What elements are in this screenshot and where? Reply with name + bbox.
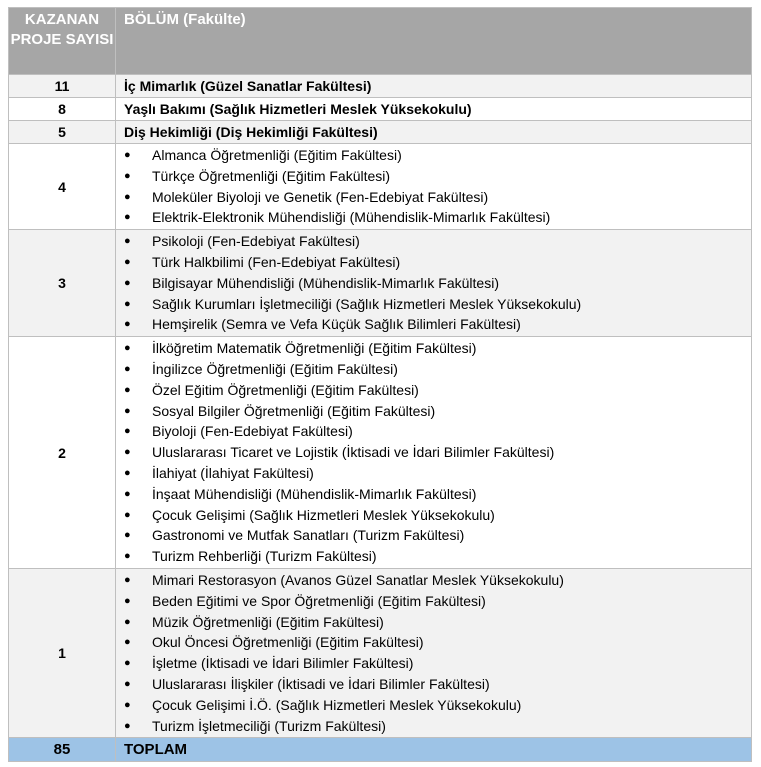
bullet-icon: ● <box>124 636 131 649</box>
count-cell: 11 <box>9 75 116 98</box>
bullet-icon: ● <box>124 425 131 438</box>
bullet-icon: ● <box>124 255 131 268</box>
list-item <box>116 653 751 674</box>
list-item-label: Türk Halkbilimi (Fen-Edebiyat Fakültesi) <box>152 253 401 270</box>
list-item <box>116 525 751 546</box>
list-item <box>116 187 751 208</box>
list-item-label: Gastronomi ve Mutfak Sanatları (Turizm Fakültesi) <box>152 527 465 544</box>
department-list <box>116 569 751 737</box>
count-cell: 4 <box>9 144 116 230</box>
list-item <box>116 401 751 422</box>
list-item <box>116 463 751 484</box>
table-row <box>9 230 752 337</box>
list-item <box>116 505 751 526</box>
header-count: KAZANAN PROJE SAYISI <box>9 8 116 75</box>
list-item-label: Moleküler Biyoloji ve Genetik (Fen-Edebiyat Fakültesi) <box>152 188 489 205</box>
list-item <box>116 546 751 567</box>
total-row <box>9 738 752 762</box>
department-list-cell <box>116 337 752 569</box>
bullet-icon: ● <box>124 573 131 586</box>
list-item <box>116 695 751 716</box>
list-item <box>116 674 751 695</box>
bullet-icon: ● <box>124 487 131 500</box>
list-item <box>116 421 751 442</box>
bullet-icon: ● <box>124 297 131 310</box>
bullet-icon: ● <box>124 149 131 161</box>
list-item-label: Turizm Rehberliği (Turizm Fakültesi) <box>152 548 377 565</box>
department-list <box>116 144 751 229</box>
list-item-label: Sosyal Bilgiler Öğretmenliği (Eğitim Fakültesi) <box>152 402 436 419</box>
list-item-label: İşletme (İktisadi ve İdari Bilimler Fakültesi) <box>152 655 414 672</box>
bullet-icon: ● <box>124 446 131 459</box>
list-item <box>116 632 751 653</box>
department-list <box>116 337 751 568</box>
total-count: 85 <box>9 738 116 762</box>
list-item-label: Okul Öncesi Öğretmenliği (Eğitim Fakültesi) <box>152 634 424 651</box>
list-item-label: Özel Eğitim Öğretmenliği (Eğitim Fakültesi) <box>152 381 419 398</box>
department-cell: Yaşlı Bakımı (Sağlık Hizmetleri Meslek Yüksekokulu) <box>116 98 752 121</box>
bullet-icon: ● <box>124 342 131 355</box>
bullet-icon: ● <box>124 508 131 521</box>
list-item-label: Almanca Öğretmenliği (Eğitim Fakültesi) <box>152 147 402 163</box>
list-item-label: İngilizce Öğretmenliği (Eğitim Fakültesi) <box>152 360 398 377</box>
bullet-icon: ● <box>124 657 131 670</box>
list-item <box>116 294 751 315</box>
count-cell: 8 <box>9 98 116 121</box>
department-cell: Diş Hekimliği (Diş Hekimliği Fakültesi) <box>116 121 752 144</box>
bullet-icon: ● <box>124 594 131 607</box>
list-item-label: Turizm İşletmeciliği (Turizm Fakültesi) <box>152 717 386 734</box>
list-item-label: İnşaat Mühendisliği (Mühendislik-Mimarlık Fakültesi) <box>152 485 477 502</box>
list-item-label: Çocuk Gelişimi İ.Ö. (Sağlık Hizmetleri Meslek Yüksekokulu) <box>152 696 522 713</box>
bullet-icon: ● <box>124 362 131 375</box>
bullet-icon: ● <box>124 615 131 628</box>
list-item-label: Biyoloji (Fen-Edebiyat Fakültesi) <box>152 423 353 440</box>
header-department: BÖLÜM (Fakülte) <box>116 8 752 75</box>
list-item-label: Çocuk Gelişimi (Sağlık Hizmetleri Meslek Yüksekokulu) <box>152 506 495 523</box>
list-item <box>116 591 751 612</box>
bullet-icon: ● <box>124 190 131 203</box>
list-item-label: Türkçe Öğretmenliği (Eğitim Fakültesi) <box>152 167 391 184</box>
list-item <box>116 314 751 335</box>
bullet-icon: ● <box>124 211 131 224</box>
list-item-label: Psikoloji (Fen-Edebiyat Fakültesi) <box>152 233 360 250</box>
list-item <box>116 338 751 359</box>
list-item-label: Mimari Restorasyon (Avanos Güzel Sanatlar Meslek Yüksekokulu) <box>152 571 564 588</box>
list-item <box>116 484 751 505</box>
bullet-icon: ● <box>124 677 131 690</box>
department-list-cell <box>116 144 752 230</box>
list-item <box>116 380 751 401</box>
list-item <box>116 166 751 187</box>
list-item <box>116 273 751 294</box>
list-item <box>116 252 751 273</box>
list-item <box>116 359 751 380</box>
header-row <box>9 8 752 75</box>
department-list-cell <box>116 230 752 337</box>
projects-table <box>8 7 752 762</box>
list-item-label: İlköğretim Matematik Öğretmenliği (Eğitim Fakültesi) <box>152 340 477 357</box>
list-item-label: Uluslararası Ticaret ve Lojistik (İktisadi ve İdari Bilimler Fakültesi) <box>152 444 555 461</box>
bullet-icon: ● <box>124 404 131 417</box>
bullet-icon: ● <box>124 276 131 289</box>
table-row <box>9 144 752 230</box>
list-item-label: Bilgisayar Mühendisliği (Mühendislik-Mimarlık Fakültesi) <box>152 274 499 291</box>
list-item-label: Elektrik-Elektronik Mühendisliği (Mühendislik-Mimarlık Fakültesi) <box>152 209 551 226</box>
count-cell: 3 <box>9 230 116 337</box>
list-item <box>116 442 751 463</box>
count-cell: 5 <box>9 121 116 144</box>
table-row <box>9 121 752 144</box>
bullet-icon: ● <box>124 550 131 563</box>
table-row <box>9 337 752 569</box>
count-cell: 1 <box>9 568 116 737</box>
bullet-icon: ● <box>124 719 131 732</box>
bullet-icon: ● <box>124 383 131 396</box>
department-list-cell <box>116 568 752 737</box>
list-item <box>116 145 751 166</box>
table-row <box>9 568 752 737</box>
list-item-label: Uluslararası İlişkiler (İktisadi ve İdari Bilimler Fakültesi) <box>152 675 490 692</box>
bullet-icon: ● <box>124 235 131 248</box>
bullet-icon: ● <box>124 698 131 711</box>
list-item <box>116 716 751 737</box>
list-item <box>116 231 751 252</box>
total-label: TOPLAM <box>116 738 752 762</box>
bullet-icon: ● <box>124 169 131 182</box>
department-list <box>116 230 751 336</box>
list-item <box>116 207 751 228</box>
bullet-icon: ● <box>124 318 131 331</box>
list-item-label: Beden Eğitimi ve Spor Öğretmenliği (Eğitim Fakültesi) <box>152 592 486 609</box>
list-item <box>116 612 751 633</box>
list-item-label: Sağlık Kurumları İşletmeciliği (Sağlık Hizmetleri Meslek Yüksekokulu) <box>152 295 582 312</box>
bullet-icon: ● <box>124 529 131 542</box>
count-cell: 2 <box>9 337 116 569</box>
table-row <box>9 75 752 98</box>
list-item <box>116 570 751 591</box>
bullet-icon: ● <box>124 466 131 479</box>
department-cell: İç Mimarlık (Güzel Sanatlar Fakültesi) <box>116 75 752 98</box>
table-row <box>9 98 752 121</box>
list-item-label: Hemşirelik (Semra ve Vefa Küçük Sağlık Bilimleri Fakültesi) <box>152 316 521 333</box>
list-item-label: Müzik Öğretmenliği (Eğitim Fakültesi) <box>152 613 384 630</box>
list-item-label: İlahiyat (İlahiyat Fakültesi) <box>152 464 314 481</box>
